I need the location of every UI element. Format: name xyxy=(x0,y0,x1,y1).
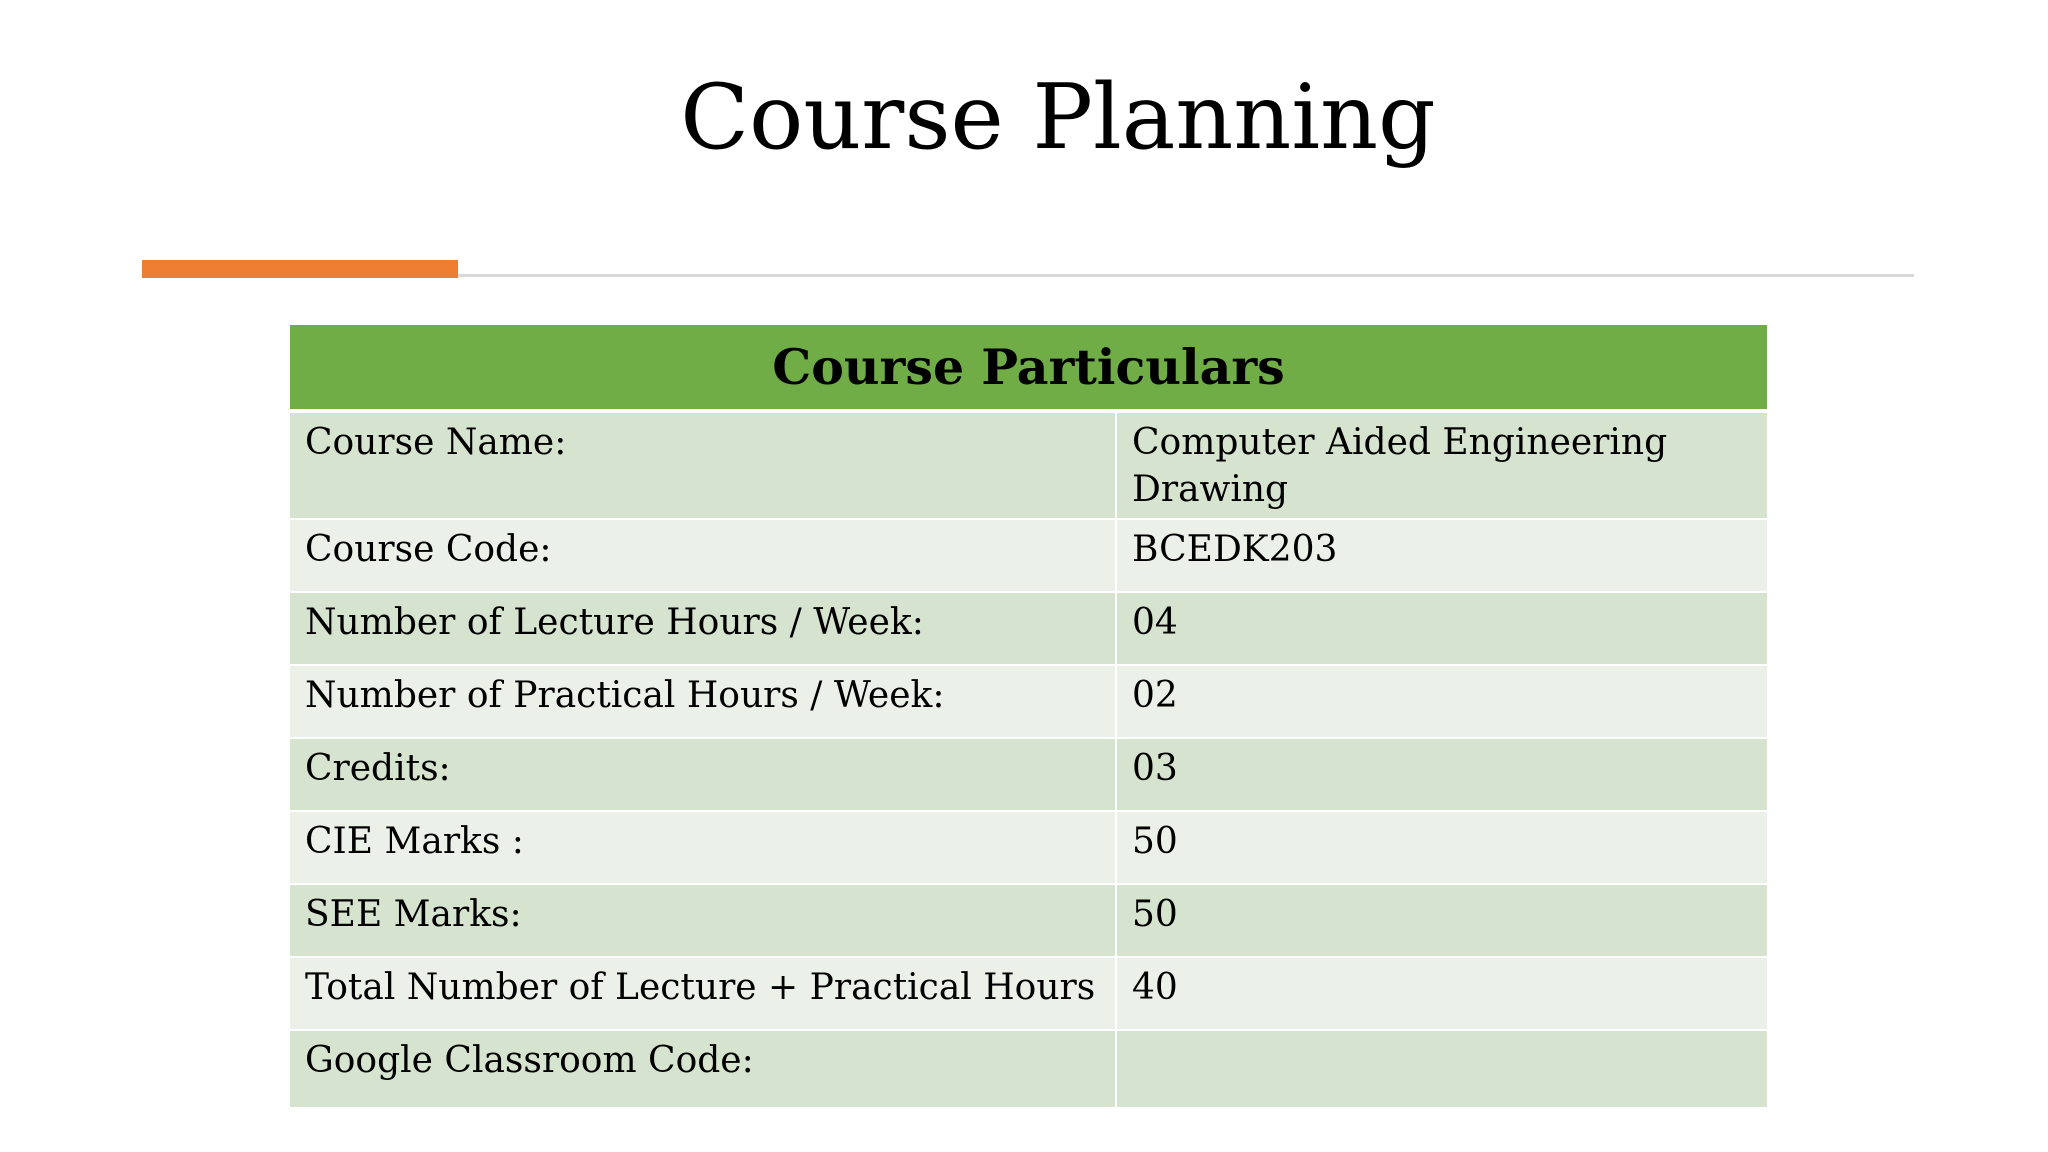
title-divider-line xyxy=(458,274,1914,277)
slide-title: Course Planning xyxy=(680,65,1436,170)
row-value: 02 xyxy=(1116,665,1767,738)
table-header: Course Particulars xyxy=(290,325,1767,411)
row-label: Credits: xyxy=(290,738,1116,811)
row-label: Course Code: xyxy=(290,519,1116,592)
table-row xyxy=(290,519,1767,592)
row-value: 03 xyxy=(1116,738,1767,811)
row-value: 40 xyxy=(1116,957,1767,1030)
table-row xyxy=(290,811,1767,884)
row-label: SEE Marks: xyxy=(290,884,1116,957)
title-accent-bar xyxy=(142,260,458,278)
table-row xyxy=(290,411,1767,519)
row-label: Course Name: xyxy=(290,411,1116,519)
row-label: Number of Practical Hours / Week: xyxy=(290,665,1116,738)
table-header-row xyxy=(290,325,1767,411)
row-value: 50 xyxy=(1116,811,1767,884)
row-label: Number of Lecture Hours / Week: xyxy=(290,592,1116,665)
row-value: Computer Aided Engineering Drawing xyxy=(1116,411,1767,519)
row-label: CIE Marks : xyxy=(290,811,1116,884)
row-label: Google Classroom Code: xyxy=(290,1030,1116,1108)
row-value: BCEDK203 xyxy=(1116,519,1767,592)
row-value: 50 xyxy=(1116,884,1767,957)
table-row xyxy=(290,665,1767,738)
table-row xyxy=(290,1030,1767,1108)
table-row xyxy=(290,738,1767,811)
course-particulars-table xyxy=(290,325,1767,1109)
table-row xyxy=(290,957,1767,1030)
row-value xyxy=(1116,1030,1767,1108)
table-row xyxy=(290,592,1767,665)
table-row xyxy=(290,884,1767,957)
row-label: Total Number of Lecture + Practical Hours xyxy=(290,957,1116,1030)
row-value: 04 xyxy=(1116,592,1767,665)
